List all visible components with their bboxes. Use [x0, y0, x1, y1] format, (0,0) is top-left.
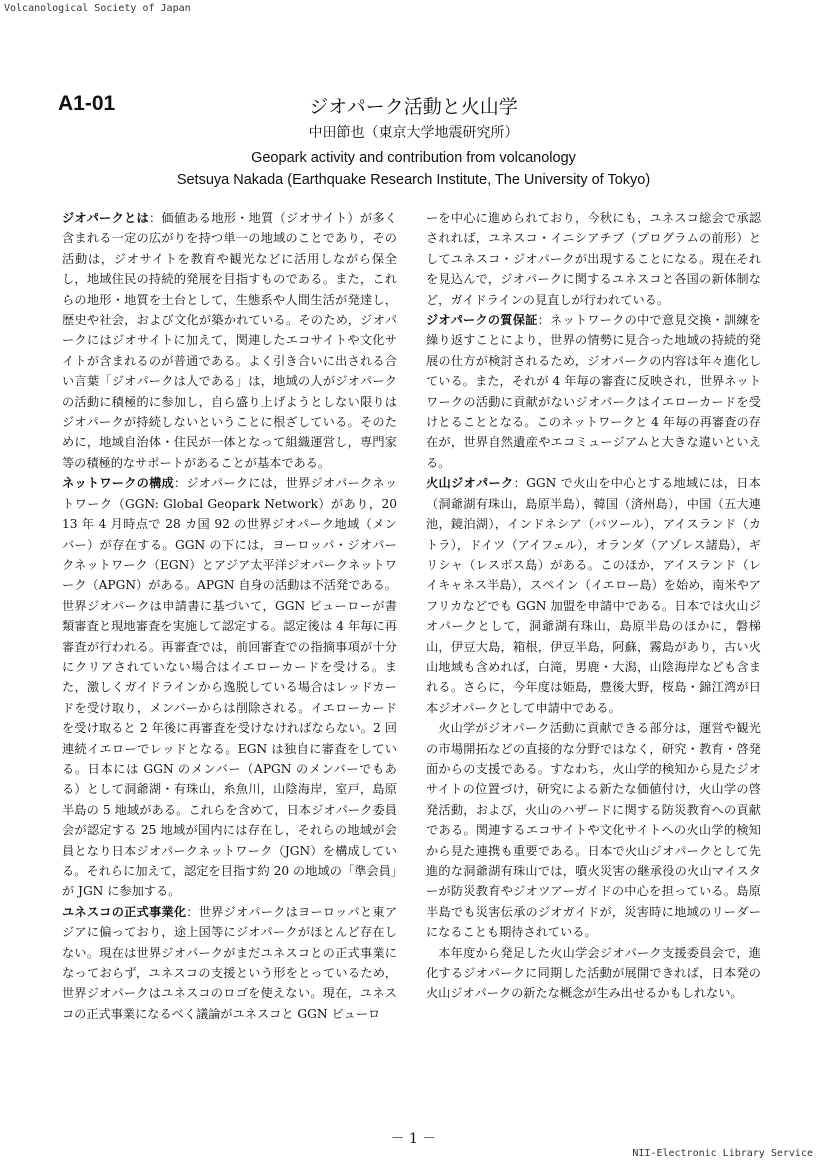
library-service-footer: NII-Electronic Library Service	[632, 1148, 813, 1159]
paragraph-text: ：GGN で火山を中心とする地域には，日本（洞爺湖有珠山，島原半島），韓国（済州島），中国（五大連池，鏡泊湖），インドネシア（バツール），アイスランド（カトラ），ドイツ（アイフェル），オランダ（アゾレス諸島），ギリシャ（レスボス島）がある。このほか，アイスランド（レイキャネス半島），スペイン（イエロー島）を始め，南米やアフリカなどでも GGN 加盟を申請中である。日本では火山ジオパークとして，洞爺湖有珠山，島原半島のほかに，磐梯山，伊豆大島，箱根，伊豆半島，阿蘇，霧島があり，古い火山地域も含めれば，白滝，男鹿・大潟，山陰海岸なども含まれる。さらに，今年度は姫島，豊後大野，桜島・錦江湾が日本ジオパークとして申請中である。	[426, 476, 761, 715]
paragraph-text: ：価値ある地形・地質（ジオサイト）が多く含まれる一定の広がりを持つ単一の地域のことであり，その活動は，ジオサイトを教育や観光などに活用しながら保全し，地域住民の持続的発展を目指すものである。また，これらの地形・地質を土台として，生態系や人間生活が発達し，歴史や社会，および文化が築かれている。そのため，ジオパークにはジオサイトに加えて，関連したエコサイトや文化サイトが含まれるのが普通である。よく引き合いに出される合い言葉「ジオパークは人である」は，地域の人がジオパークの活動に積極的に参加し，自ら盛り上げようとしない限りはジオパークが持続しないということに根ざしている。そのために，地域自治体・住民が一体となって組織運営し，専門家等の積極的なサポートがあることが基本である。	[62, 211, 397, 470]
section-heading: ジオパークの質保証	[426, 313, 538, 328]
paragraph	[62, 902, 397, 1024]
section-heading: ジオパークとは	[62, 211, 149, 225]
title-english: Geopark activity and contribution from volcanology	[251, 150, 576, 166]
paragraph-text: ：ネットワークの中で意見交換・訓練を繰り返すことにより，世界の情勢に見合った地域の持続的発展の仕方が検討されるため，ジオパークの内容は年々進化している。また，それが 4 年毎の審査に反映され，世界ネットワークの活動に貢献がないジオパークはイエローカードを受けとることとなる。このネットワークと 4 年毎の再審査の存在が，世界自然遺産やエコミュージアムと大きな違いといえる。	[426, 313, 762, 470]
paragraph	[426, 943, 761, 1004]
paragraph	[62, 208, 397, 473]
title-japanese: ジオパーク活動と火山学	[309, 96, 518, 118]
paragraph-text: 火山学がジオパーク活動に貢献できる部分は，運営や観光の市場開拓などの直接的な分野ではなく，研究・教育・啓発面からの支援である。すなわち，火山学的検知から見たジオサイトの位置づけ，研究による新たな価値付け，火山学の啓発活動，および，火山のハザードに関する防災教育への貢献である。関連するエコサイトや文化サイトへの火山学的検知から見た連携も重要である。日本で火山ジオパークとして先進的な洞爺湖有珠山では，噴火災害の継承役の火山マイスターが防災教育やジオツアーガイドの中心を担っている。島原半島でも災害伝承のジオガイドが，災害時に地域のリーダーになることも期待されている。	[426, 721, 761, 940]
page-number: － 1 －	[390, 1131, 437, 1147]
author-english: Setsuya Nakada (Earthquake Research Institute, The University of Tokyo)	[176, 172, 651, 188]
abstract-code: A1-01	[58, 92, 116, 115]
left-column	[62, 208, 397, 1024]
paragraph	[62, 473, 397, 902]
paragraph-text: 本年度から発足した火山学会ジオパーク支援委員会で，進化するジオパークに同期した活動が展開できれば，日本発の火山ジオパークの新たな概念が生み出せるかもしれない。	[426, 945, 761, 1001]
paragraph	[426, 718, 761, 942]
paragraph-text: ：ジオパークには，世界ジオパークネットワーク（GGN: Global Geopark Network）があり，2013 年 4 月時点で 28 カ国 92 の世界ジオパーク地域（メンバー）が存在する。GGN の下には，ヨーロッパ・ジオパークネットワーク（EGN）とアジア太平洋ジオパークネットワーク（APGN）がある。APGN 自身の活動は不活発である。世界ジオパークは申請書に基づいて，GGN ビューローが書類審査と現地審査を実施して認定する。認定後は 4 年毎に再審査が行われる。再審査では，前回審査での指摘事項が十分にクリアされていない場合はイエローカードを受ける。また，激しくガイドラインから逸脱している場合はレッドカードを受け取り，メンバーからは削除される。イエローカードを受け取ると 2 年後に再審査を受けなければならない。2 回連続イエローでレッドとなる。EGN は独自に審査をしている。日本には GGN のメンバー（APGN のメンバーでもある）として洞爺湖・有珠山，糸魚川，山陰海岸，室戸，島原半島の 5 地域がある。これらを含めて，日本ジオパーク委員会が認定する 25 地域が国内には存在し，それらの地域が会員となり日本ジオパークネットワーク（JGN）を構成している。それらに加えて，認定を目指す約 20 の地域の「準会員」が JGN に参加する。	[62, 476, 398, 899]
author-japanese: 中田節也（東京大学地震研究所）	[308, 125, 519, 141]
paragraph	[426, 208, 761, 310]
paragraph	[426, 473, 761, 718]
right-column	[426, 208, 761, 1004]
section-heading: 火山ジオパーク	[426, 476, 514, 491]
paragraph-text: ーを中心に進められており，今秋にも，ユネスコ総会で承認されれば，ユネスコ・イニシアチブ（プログラムの前形）としてユネスコ・ジオパークが出現することになる。現在それを見込んで，ジオパークに関するユネスコと各国の新体制など，ガイドラインの見直しが行われている。	[426, 211, 761, 307]
paragraph-text: ：世界ジオパークはヨーロッパと東アジアに偏っており，途上国等にジオパークがほとんど存在しない。現在は世界ジオパークがまだユネスコとの正式事業になっておらず，ユネスコの支援という形をとっているため，世界ジオパークはユネスコのロゴを使えない。現在，ユネスコの正式事業になるべく議論がユネスコと GGN ビューロ	[62, 904, 398, 1021]
section-heading: ユネスコの正式事業化	[62, 904, 187, 919]
society-header: Volcanological Society of Japan	[4, 3, 191, 14]
section-heading: ネットワークの構成	[62, 476, 174, 491]
paragraph	[426, 310, 761, 473]
